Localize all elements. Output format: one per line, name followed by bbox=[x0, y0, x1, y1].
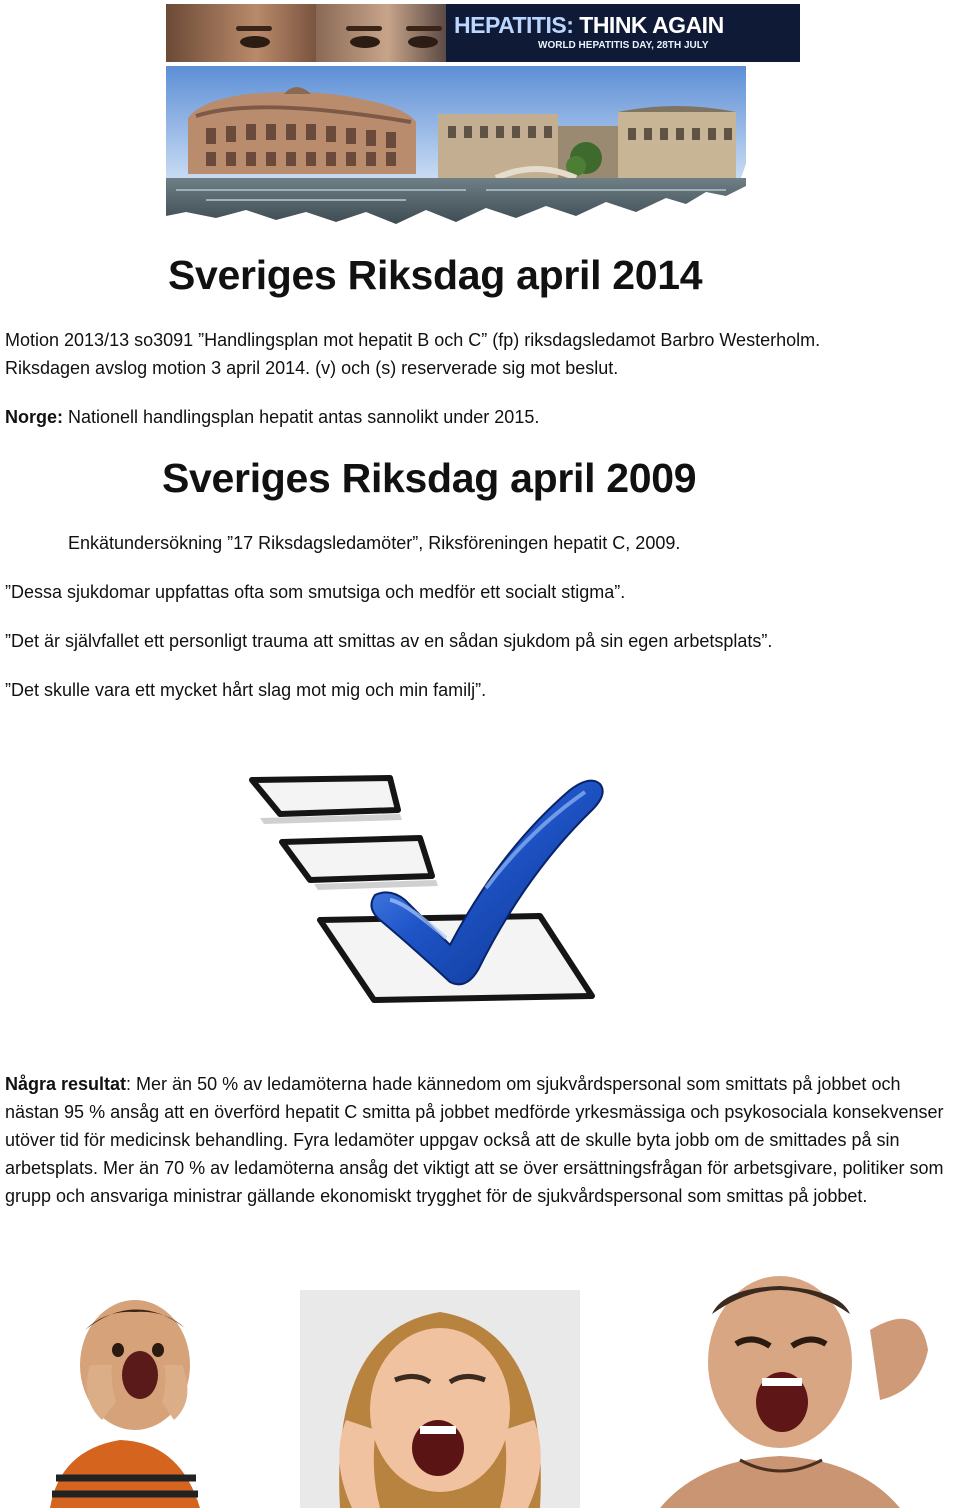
results-label: Några resultat bbox=[5, 1074, 127, 1094]
survey-line: Enkätundersökning ”17 Riksdagsledamöter”, Riksföreningen hepatit C, 2009. bbox=[68, 533, 681, 553]
face-photo-2 bbox=[316, 4, 446, 62]
norge-label: Norge: bbox=[5, 407, 63, 427]
quote-1: ”Dessa sjukdomar uppfattas ofta som smutsiga och medför ett socialt stigma”. bbox=[5, 582, 626, 602]
results-paragraph bbox=[5, 1070, 955, 1210]
banner-header-strip bbox=[166, 4, 800, 62]
quote-3: ”Det skulle vara ett mycket hårt slag mot mig och min familj”. bbox=[5, 680, 487, 700]
parliament-buildings-image bbox=[166, 66, 746, 226]
banner-subtitle: WORLD HEPATITIS DAY, 28TH JULY bbox=[538, 40, 709, 51]
face-photo-1 bbox=[166, 4, 316, 62]
checkmark-checklist-image bbox=[240, 770, 620, 1010]
norge-line bbox=[5, 403, 539, 431]
motion-line: Motion 2013/13 so3091 ”Handlingsplan mot hepatit B och C” (fp) riksdagsledamot Barbro Westerholm. bbox=[5, 330, 821, 350]
screaming-faces-image bbox=[40, 1270, 930, 1508]
heading-2014: Sveriges Riksdag april 2014 bbox=[168, 252, 703, 298]
banner-title: HEPATITIS: THINK AGAIN bbox=[454, 12, 724, 38]
hepatitis-banner bbox=[166, 4, 800, 226]
results-text: : Mer än 50 % av ledamöterna hade kännedom om sjukvårdspersonal som smittats på jobbet och nästan 95 % ansåg att en överförd hepatit C smitta på jobbet medförde yrkesmässiga och psykosociala konsekvenser utöver tid för medicinsk behandling. Fyra ledamöter uppgav också att de skulle byta jobb om de smittades på sin arbetsplats. Mer än 70 % av ledamöterna ansåg det viktigt att se över ersättningsfrågan för arbetsgivare, politiker som grupp och ansvariga ministrar gällande ekonomiskt trygghet för de sjukvårdspersonal som smittas på jobbet. bbox=[5, 1074, 944, 1206]
heading-2009: Sveriges Riksdag april 2009 bbox=[162, 455, 697, 501]
quote-2: ”Det är självfallet ett personligt trauma att smittas av en sådan sjukdom på sin egen arbetsplats”. bbox=[5, 631, 773, 651]
riksdag-decision-line: Riksdagen avslog motion 3 april 2014. (v) och (s) reserverade sig mot beslut. bbox=[5, 358, 619, 378]
norge-text: Nationell handlingsplan hepatit antas sannolikt under 2015. bbox=[63, 407, 540, 427]
